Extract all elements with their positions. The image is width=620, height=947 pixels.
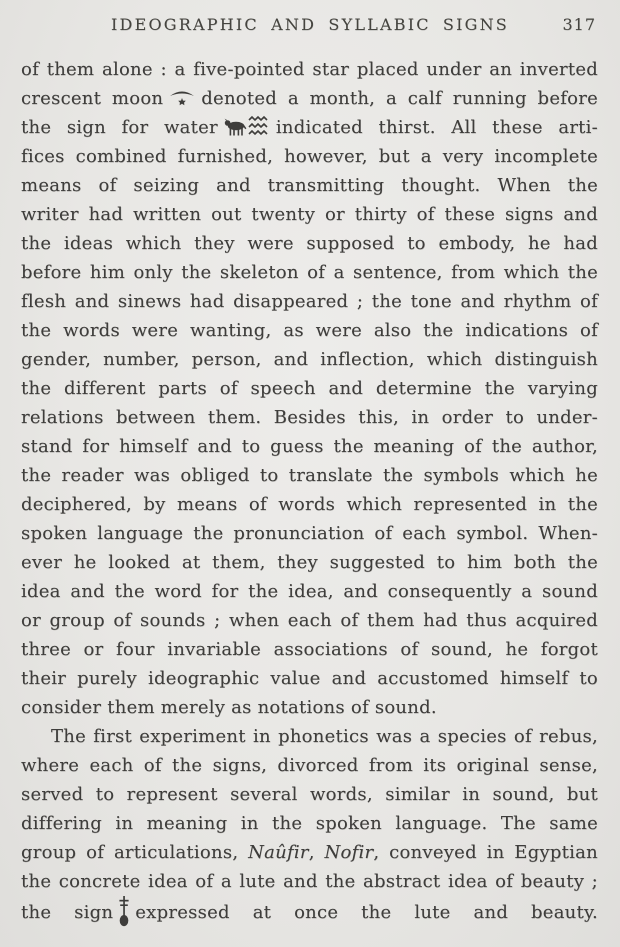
moon-star-hieroglyph (168, 87, 196, 107)
text-line (21, 722, 598, 751)
text-line (21, 142, 598, 171)
italic-word: Nofir (324, 842, 374, 863)
text-line (21, 490, 598, 519)
text-run: where each of the signs, divorced from its original sense, (21, 755, 598, 776)
text-run: idea and the word for the idea, and consequently a sound (21, 581, 598, 602)
text-line (21, 403, 598, 432)
text-run: the sign (21, 902, 114, 923)
text-run: flesh and sinews had disappeared ; the tone and rhythm of (21, 291, 598, 312)
text-line (21, 606, 598, 635)
text-run: fices combined furnished, however, but a very incomplete (21, 146, 598, 167)
text-line (21, 896, 598, 925)
text-line (21, 345, 598, 374)
text-line (21, 200, 598, 229)
paragraph-1 (21, 55, 598, 722)
text-line (21, 229, 598, 258)
text-run: the different parts of speech and determine the varying (21, 378, 598, 399)
text-line (21, 664, 598, 693)
text-run: or group of sounds ; when each of them had thus acquired (21, 610, 598, 631)
text-run: three or four invariable associations of sound, he forgot (21, 639, 598, 660)
text-line (21, 693, 598, 722)
text-run: the concrete idea of a lute and the abstract idea of beauty ; (21, 871, 598, 892)
text-run: , conveyed in Egyptian (373, 842, 598, 863)
text-line (21, 84, 598, 113)
text-run: stand for himself and to guess the meaning of the author, (21, 436, 598, 457)
text-run: the ideas which they were supposed to embody, he had (21, 233, 598, 254)
text-line (21, 867, 598, 896)
text-run: consider them merely as notations of sound. (21, 697, 437, 718)
running-title: IDEOGRAPHIC AND SYLLABIC SIGNS (111, 15, 509, 34)
text-run: crescent moon (21, 88, 164, 109)
text-line (21, 55, 598, 84)
text-run: their purely ideographic value and accustomed himself to (21, 668, 598, 689)
calf-water-hieroglyph (223, 115, 271, 139)
text-line (21, 519, 598, 548)
page-number: 317 (562, 15, 596, 34)
text-run: served to represent several words, similar in sound, but (21, 784, 598, 805)
text-line (21, 258, 598, 287)
text-run: the words were wanting, as were also the indications of (21, 320, 598, 341)
text-run: differing in meaning in the spoken language. The same (21, 813, 598, 834)
italic-word: Naûfir (248, 842, 309, 863)
text-line (21, 432, 598, 461)
text-run: means of seizing and transmitting thought. When the (21, 175, 598, 196)
text-run: ever he looked at them, they suggested to him both the (21, 552, 598, 573)
text-line (21, 461, 598, 490)
text-line (21, 171, 598, 200)
text-run: the sign for water (21, 117, 218, 138)
text-line (21, 374, 598, 403)
text-run: The first experiment in phonetics was a species of rebus, (51, 726, 598, 747)
text-run: writer had written out twenty or thirty of these signs and (21, 204, 598, 225)
text-run: indicated thirst. All these arti- (275, 117, 598, 138)
text-line (21, 548, 598, 577)
text-line (21, 751, 598, 780)
text-run: gender, number, person, and inflection, which distinguish (21, 349, 598, 370)
text-run: of them alone : a five-pointed star placed under an inverted (21, 59, 598, 80)
text-line (21, 287, 598, 316)
text-line (21, 113, 598, 142)
text-line (21, 577, 598, 606)
nefer-lute-hieroglyph (118, 896, 130, 927)
page-body (21, 55, 598, 925)
text-line (21, 809, 598, 838)
text-run: deciphered, by means of words which represented in the (21, 494, 598, 515)
text-line (21, 316, 598, 345)
text-run: the reader was obliged to translate the symbols which he (21, 465, 598, 486)
text-run: spoken language the pronunciation of each symbol. When- (21, 523, 598, 544)
text-run: expressed at once the lute and beauty. (135, 902, 599, 923)
page-header (0, 15, 620, 39)
text-run: , (308, 842, 325, 863)
paragraph-2 (21, 722, 598, 925)
text-run: group of articulations, (21, 842, 249, 863)
text-run: before him only the skeleton of a sentence, from which the (21, 262, 598, 283)
text-line (21, 838, 598, 867)
text-line (21, 780, 598, 809)
text-run: denoted a month, a calf running before (201, 88, 598, 109)
text-line (21, 635, 598, 664)
text-run: relations between them. Besides this, in order to under- (21, 407, 598, 428)
